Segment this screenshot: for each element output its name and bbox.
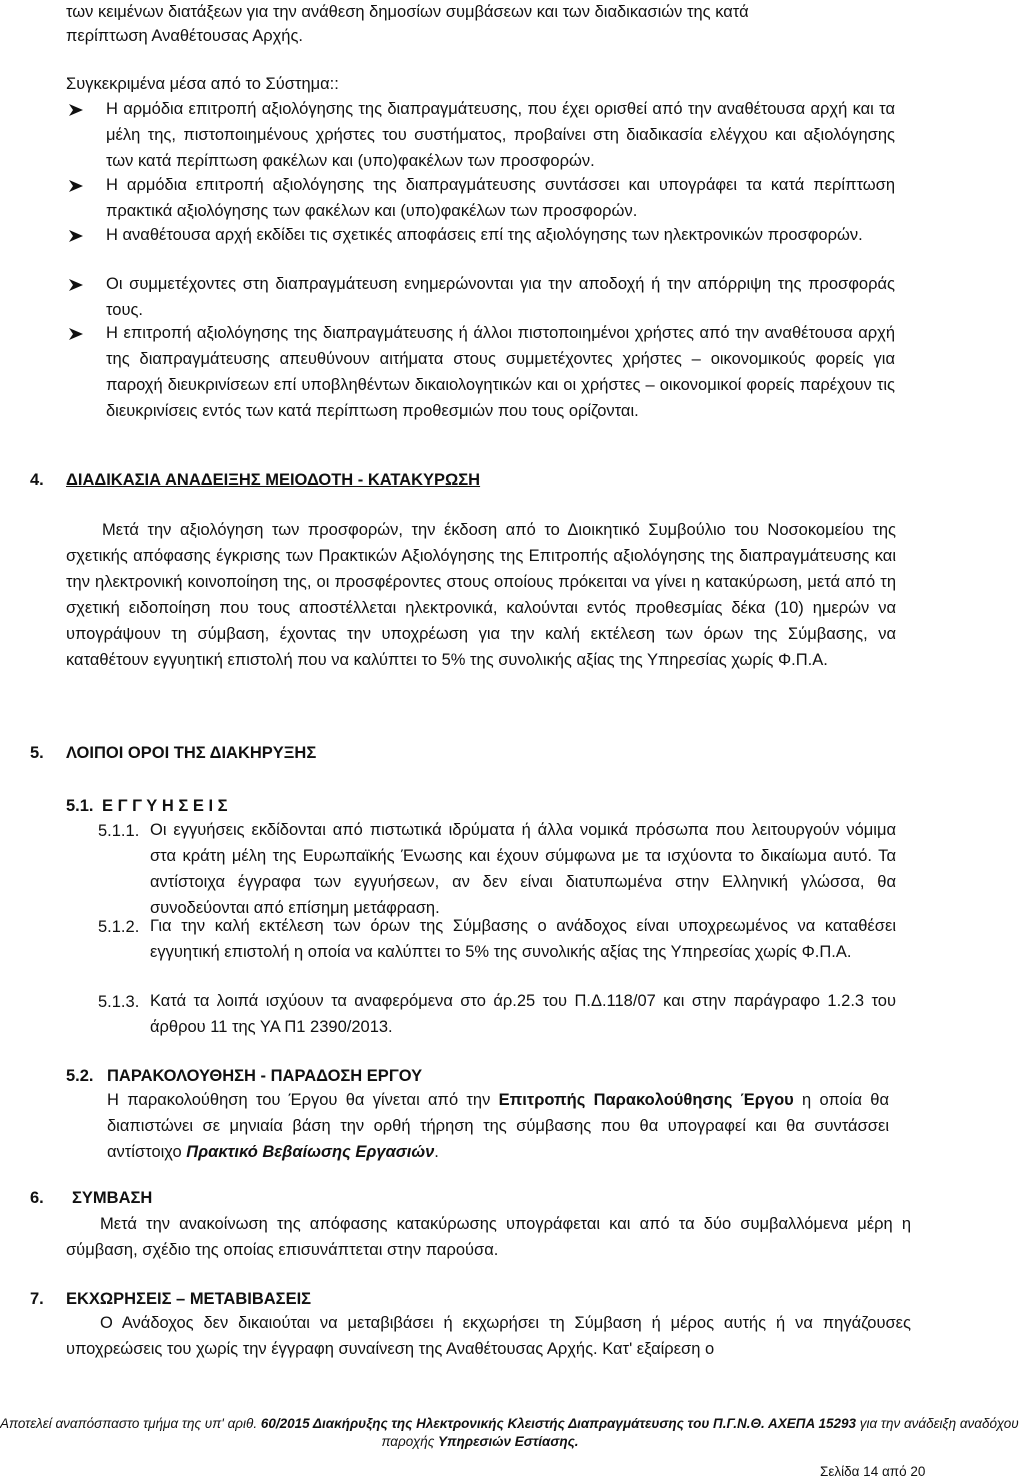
body-bold-protocol: Πρακτικό Βεβαίωσης Εργασιών — [186, 1143, 435, 1161]
arrow-bullet-icon — [68, 174, 86, 198]
intro-lead: Συγκεκριμένα μέσα από το Σύστημα:: — [66, 75, 339, 93]
section-5-1-number: 5.1. — [66, 797, 94, 815]
footer-line-1 — [0, 1415, 1019, 1433]
body-text: Η παρακολούθηση του Έργου θα γίνεται από την — [107, 1091, 499, 1109]
footer-text: παροχής — [381, 1434, 439, 1449]
section-5-1-title: Ε Γ Γ Υ Η Σ Ε Ι Σ — [102, 797, 228, 815]
bullet-item: Οι συμμετέχοντες στη διαπραγμάτευση ενημερώνονται για την αποδοχή ή την απόρριψη της προσφοράς τους. — [106, 275, 895, 319]
section-4-body: Μετά την αξιολόγηση των προσφορών, την έκδοση από το Διοικητικό Συμβούλιο του Νοσοκομείου της σχετικής απόφασης έγκρισης των Πρακτικών Αξιολόγησης της Επιτροπής αξιολόγησης της διαπραγμάτευσης και την ηλεκτρονική κοινοποίηση της, οι προσφέροντες στους οποίους πρόκειται να γίνει η κατακύρωση, μετά από τη σχετική ειδοποίηση που τους αποστέλλεται ηλεκτρονικά, καλούνται εντός προθεσμίας δέκα (10) ημερών να υπογράψουν τη σύμβαση, έχοντας την υποχρέωση για την καλή εκτέλεση των όρων της Σύμβασης, να καταθέτουν εγγυητική επιστολή που να καλύπτει το 5% της συνολικής αξίας της Υπηρεσίας χωρίς Φ.Π.Α. — [66, 521, 896, 669]
section-7-body: Ο Ανάδοχος δεν δικαιούται να μεταβιβάσει ή εκχωρήσει τη Σύμβαση ή μέρος αυτής ή να πηγάζουσες υποχρεώσεις του χωρίς την έγγραφη συναίνεση της Αναθέτουσας Αρχής. Κατ' εξαίρεση ο — [66, 1314, 911, 1358]
arrow-bullet-icon — [68, 98, 86, 122]
body-bold-committee: Επιτροπής Παρακολούθησης Έργου — [498, 1091, 794, 1109]
page-number: Σελίδα 14 από 20 — [820, 1464, 926, 1479]
item-text: Κατά τα λοιπά ισχύουν τα αναφερόμενα στο άρ.25 του Π.Δ.118/07 και στην παράγραφο 1.2.3 του άρθρου 11 της ΥΑ Π1 2390/2013. — [150, 992, 896, 1036]
section-5-title: ΛΟΙΠΟΙ ΟΡΟΙ ΤΗΣ ΔΙΑΚΗΡΥΞΗΣ — [66, 744, 317, 762]
bullet-item: Η αρμόδια επιτροπή αξιολόγησης της διαπραγμάτευσης, που έχει ορισθεί από την αναθέτουσα αρχή και τα μέλη της, πιστοποιημένους χρήστες του συστήματος, προβαίνει στη διαδικασία ελέγχου και αξιολόγησης των κατά περίπτωση φακέλων και (υπο)φακέλων των προσφορών. — [106, 100, 895, 170]
footer-bold: Διακήρυξης της Ηλεκτρονικής Κλειστής Διαπραγμάτευσης του Π.Γ.Ν.Θ. ΑΧΕΠΑ 15293 — [309, 1416, 856, 1431]
arrow-bullet-icon — [68, 224, 86, 248]
footer-line-2 — [0, 1433, 960, 1451]
section-5-2-title: ΠΑΡΑΚΟΛΟΥΘΗΣΗ - ΠΑΡΑΔΟΣΗ ΕΡΓΟΥ — [107, 1067, 423, 1085]
footer-bold: Υπηρεσιών Εστίασης. — [438, 1434, 579, 1449]
section-7-number: 7. — [30, 1290, 44, 1308]
section-5-2-body — [107, 1087, 889, 1165]
section-5-2-number: 5.2. — [66, 1067, 94, 1085]
bullet-item: Η αρμόδια επιτροπή αξιολόγησης της διαπραγμάτευσης συντάσσει και υπογράφει τα κατά περίπτωση πρακτικά αξιολόγησης των φακέλων και (υπο)φακέλων των προσφορών. — [106, 176, 895, 220]
footer-text: Αποτελεί αναπόσπαστο τμήμα της υπ' αριθ. — [0, 1416, 261, 1431]
item-number: 5.1.1. — [98, 822, 140, 840]
item-text: Οι εγγυήσεις εκδίδονται από πιστωτικά ιδρύματα ή άλλα νομικά πρόσωπα που λειτουργούν νόμιμα στα κράτη μέλη της Ευρωπαϊκής Ένωσης και έχουν σύμφωνα με τα ισχύοντα το δικαίωμα αυτό. Τα αντίστοιχα έγγραφα των εγγυήσεων, αν δεν είναι διατυπωμένα στην Ελληνική γλώσσα, θα συνοδεύονται από επίσημη μετάφραση. — [150, 821, 896, 917]
arrow-bullet-icon — [68, 322, 86, 346]
body-text: η οποία θα διαπιστώνει σε μηνιαία βάση την ορθή τήρηση της σύμβασης που θα υπογραφεί και θα συντάσσει αντίστοιχο — [107, 1091, 889, 1161]
item-number: 5.1.2. — [98, 918, 140, 936]
section-7-title: ΕΚΧΩΡΗΣΕΙΣ – ΜΕΤΑΒΙΒΑΣΕΙΣ — [66, 1290, 312, 1308]
section-5-number: 5. — [30, 744, 44, 762]
section-6-body: Μετά την ανακοίνωση της απόφασης κατακύρωσης υπογράφεται και από τα δύο συμβαλλόμενα μέρη η σύμβαση, σχέδιο της οποίας επισυνάπτεται στην παρούσα. — [66, 1215, 911, 1259]
footer-bold: 60/2015 — [260, 1416, 310, 1431]
bullet-item: Η αναθέτουσα αρχή εκδίδει τις σχετικές αποφάσεις επί της αξιολόγησης των ηλεκτρονικών προσφορών. — [106, 226, 863, 244]
arrow-bullet-icon — [68, 273, 86, 297]
footer-text: για την ανάδειξη αναδόχου — [855, 1416, 1019, 1431]
intro-line-1: των κειμένων διατάξεων για την ανάθεση δημοσίων συμβάσεων και των διαδικασιών της κατά — [66, 3, 749, 21]
section-4-number: 4. — [30, 471, 44, 489]
section-4-title: ΔΙΑΔΙΚΑΣΙΑ ΑΝΑΔΕΙΞΗΣ ΜΕΙΟΔΟΤΗ - ΚΑΤΑΚΥΡΩΣΗ — [66, 471, 481, 489]
body-text: . — [434, 1143, 439, 1161]
section-6-number: 6. — [30, 1189, 44, 1207]
item-text: Για την καλή εκτέλεση των όρων της Σύμβασης ο ανάδοχος είναι υποχρεωμένος να καταθέσει εγγυητική επιστολή η οποία να καλύπτει το 5% της συνολικής αξίας της Υπηρεσίας χωρίς Φ.Π.Α. — [150, 917, 896, 961]
bullet-item: Η επιτροπή αξιολόγησης της διαπραγμάτευσης ή άλλοι πιστοποιημένοι χρήστες από την αναθέτουσα αρχή της διαπραγμάτευσης απευθύνουν αιτήματα στους συμμετέχοντες χρήστες – οικονομικούς φορείς για παροχή διευκρινίσεων επί υποβληθέντων δικαιολογητικών και οι χρήστες – οικονομικοί φορείς παρέχουν τις διευκρινίσεις εντός των κατά περίπτωση προθεσμιών που τους ορίζονται. — [106, 324, 895, 420]
intro-line-2: περίπτωση Αναθέτουσας Αρχής. — [66, 27, 304, 45]
section-6-title: ΣΥΜΒΑΣΗ — [72, 1189, 153, 1207]
item-number: 5.1.3. — [98, 993, 140, 1011]
